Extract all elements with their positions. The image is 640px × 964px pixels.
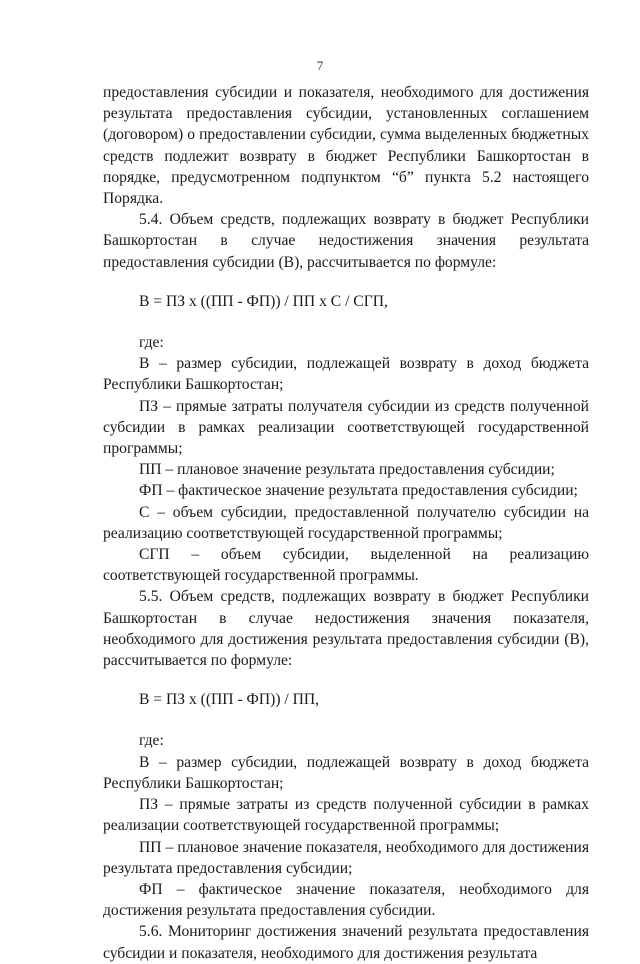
document-body <box>103 82 589 964</box>
definition-pz-2: ПЗ – прямые затраты из средств полученной субсидии в рамках реализации соответствующей государственной программы; <box>103 796 589 835</box>
definition-pp-2: ПП – плановое значение показателя, необходимого для достижения результата предоставления субсидии; <box>103 838 589 877</box>
definition-sgp-1: СГП – объем субсидии, выделенной на реализацию соответствующей государственной программы. <box>103 546 589 585</box>
paragraph-5-6: 5.6. Мониторинг достижения значений результата предоставления субсидии и показателя, необходимого для достижения результата <box>103 923 589 962</box>
formula-2: В = ПЗ х ((ПП - ФП)) / ПП, <box>139 691 320 709</box>
page-number: 7 <box>316 58 324 73</box>
paragraph-5-5: 5.5. Объем средств, подлежащих возврату в бюджет Республики Башкортостан в случае недостижения значения показателя, необходимого для достижения результата предоставления субсидии (В), рассчитывается по формуле: <box>103 588 589 670</box>
where-label-2: где: <box>139 732 164 750</box>
paragraph-intro: предоставления субсидии и показателя, необходимого для достижения результата предоставления субсидии, установленных соглашением (договором) о предоставлении субсидии, сумма выделенных бюджетных средств подлежит возврату в бюджет Республики Башкортостан в порядке, предусмотренном подпунктом “б” пункта 5.2 настоящего Порядка. <box>103 84 589 208</box>
definition-c-1: С – объем субсидии, предоставленной получателю субсидии на реализацию соответствующей государственной программы; <box>103 503 589 542</box>
definition-pp-1: ПП – плановое значение результата предоставления субсидии; <box>139 461 555 479</box>
where-label-1: где: <box>139 334 164 352</box>
paragraph-5-4: 5.4. Объем средств, подлежащих возврату в бюджет Республики Башкортостан в случае недостижения значения результата предоставления субсидии (В), рассчитывается по формуле: <box>103 211 589 271</box>
definition-fp-1: ФП – фактическое значение результата предоставления субсидии; <box>139 482 578 500</box>
formula-1: В = ПЗ х ((ПП - ФП)) / ПП х С / СГП, <box>139 292 388 310</box>
definition-v-1: В – размер субсидии, подлежащей возврату в доход бюджета Республики Башкортостан; <box>103 355 589 394</box>
definition-pz-1: ПЗ – прямые затраты получателя субсидии из средств полученной субсидии в рамках реализации соответствующей государственной программы; <box>103 397 589 458</box>
definition-v-2: В – размер субсидии, подлежащей возврату в доход бюджета Республики Башкортостан; <box>103 753 589 792</box>
definition-fp-2: ФП – фактическое значение показателя, необходимого для достижения результата предоставления субсидии. <box>103 880 589 920</box>
